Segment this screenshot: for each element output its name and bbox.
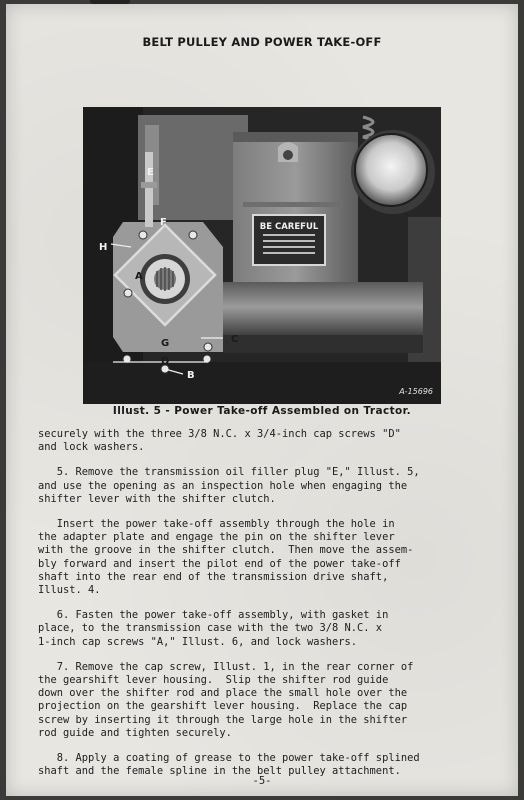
callout-g: G [161, 338, 170, 349]
paragraph: 7. Remove the cap screw, Illust. 1, in the rear corner of the gearshift lever housing. Slip the shifter rod guide down over the shifter rod and place the small hole over the projection on the gearshift lever housing. Replace the cap screw by inserting it through the large hole in the shifter rod guide and tighten securely. [38, 660, 414, 739]
paragraph: 8. Apply a coating of grease to the power take-off splined shaft and the female spline in the belt pulley attachment. [38, 752, 420, 778]
warning-plate-title: BE CAREFUL [259, 222, 319, 232]
paragraph: 6. Fasten the power take-off assembly, with gasket in place, to the transmission case with the two 3/8 N.C. x 1-inch cap screws "A," Illust. 6, and lock washers. [38, 609, 389, 648]
figure-caption: Illust. 5 - Power Take-off Assembled on Tractor. [112, 405, 412, 417]
figure-number: A-15696 [399, 387, 433, 396]
page-title: BELT PULLEY AND POWER TAKE-OFF [142, 35, 382, 49]
callout-h: H [99, 242, 108, 253]
tractor-pto-photo [83, 107, 441, 404]
callout-c: C [231, 334, 239, 345]
callout-e: E [147, 167, 154, 178]
callout-f: F [160, 217, 167, 228]
callout-b: B [187, 370, 195, 381]
callout-a: A [135, 271, 143, 282]
callout-d: D [161, 356, 170, 367]
paragraph: 5. Remove the transmission oil filler plug "E," Illust. 5, and use the opening as an inspection hole when engaging the shifter lever with the shifter clutch. [38, 466, 420, 505]
paragraph: securely with the three 3/8 N.C. x 3/4-inch cap screws "D" and lock washers. [38, 428, 401, 454]
manual-page [6, 4, 518, 796]
body-text [38, 428, 494, 790]
paragraph: Insert the power take-off assembly through the hole in the adapter plate and engage the pin on the shifter lever with the groove in the shifter clutch. Then move the assem- bly forward and insert the pilot end of the power take-off shaft into the rear end of the transmission drive shaft, Illust. 4. [38, 518, 414, 597]
page-number: -5- [252, 775, 272, 787]
